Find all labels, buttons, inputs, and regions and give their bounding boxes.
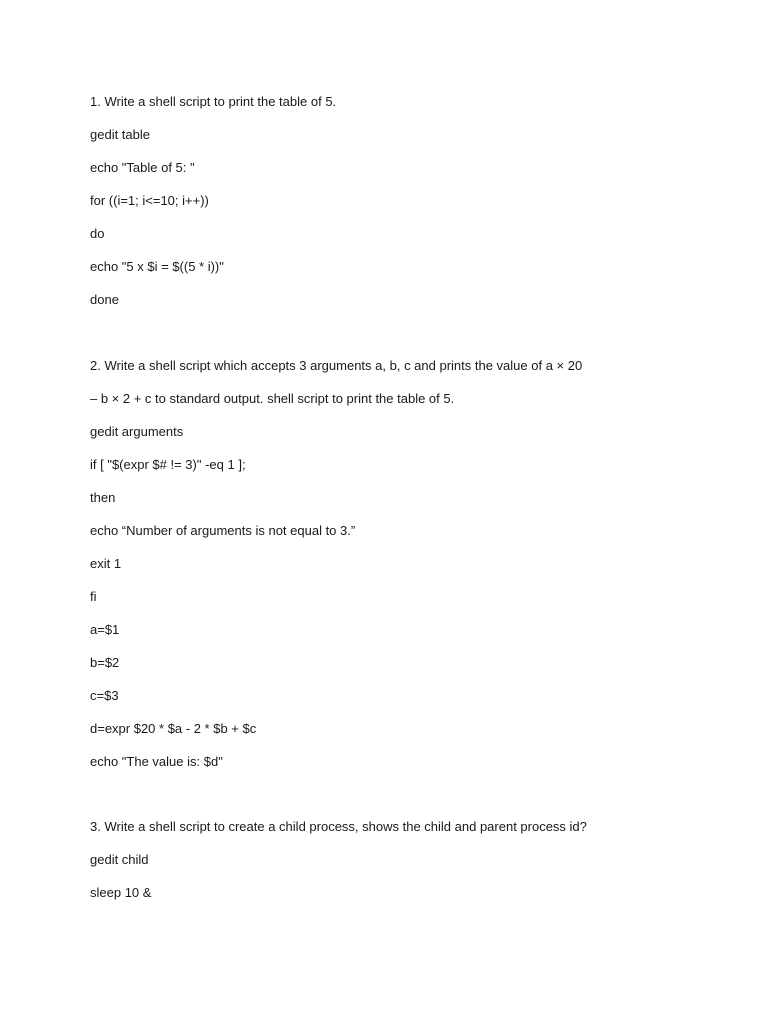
code-line: a=$1 bbox=[90, 622, 120, 637]
code-line: do bbox=[90, 226, 105, 241]
code-line: fi bbox=[90, 589, 97, 604]
code-line: echo “Number of arguments is not equal to 3.” bbox=[90, 523, 356, 538]
code-line: gedit child bbox=[90, 852, 149, 867]
code-line: echo "The value is: $d" bbox=[90, 754, 223, 769]
code-line: echo "5 x $i = $((5 * i))" bbox=[90, 259, 224, 274]
code-line: gedit table bbox=[90, 127, 150, 142]
question-1-heading: 1. Write a shell script to print the table of 5. bbox=[90, 94, 337, 109]
code-line: d=expr $20 * $a - 2 * $b + $c bbox=[90, 721, 257, 736]
code-line: echo "Table of 5: " bbox=[90, 160, 195, 175]
code-line: b=$2 bbox=[90, 655, 120, 670]
code-line: then bbox=[90, 490, 116, 505]
code-line: sleep 10 & bbox=[90, 885, 152, 900]
code-line: exit 1 bbox=[90, 556, 122, 571]
question-3-heading: 3. Write a shell script to create a child process, shows the child and parent process id? bbox=[90, 819, 587, 834]
code-line: for ((i=1; i<=10; i++)) bbox=[90, 193, 209, 208]
code-line: if [ "$(expr $# != 3)" -eq 1 ]; bbox=[90, 457, 246, 472]
code-line: c=$3 bbox=[90, 688, 119, 703]
code-line: done bbox=[90, 292, 119, 307]
question-2-heading-continued: – b × 2 + c to standard output. shell script to print the table of 5. bbox=[90, 391, 455, 406]
code-line: gedit arguments bbox=[90, 424, 184, 439]
question-2-heading: 2. Write a shell script which accepts 3 arguments a, b, c and prints the value of a × 20 bbox=[90, 358, 583, 373]
